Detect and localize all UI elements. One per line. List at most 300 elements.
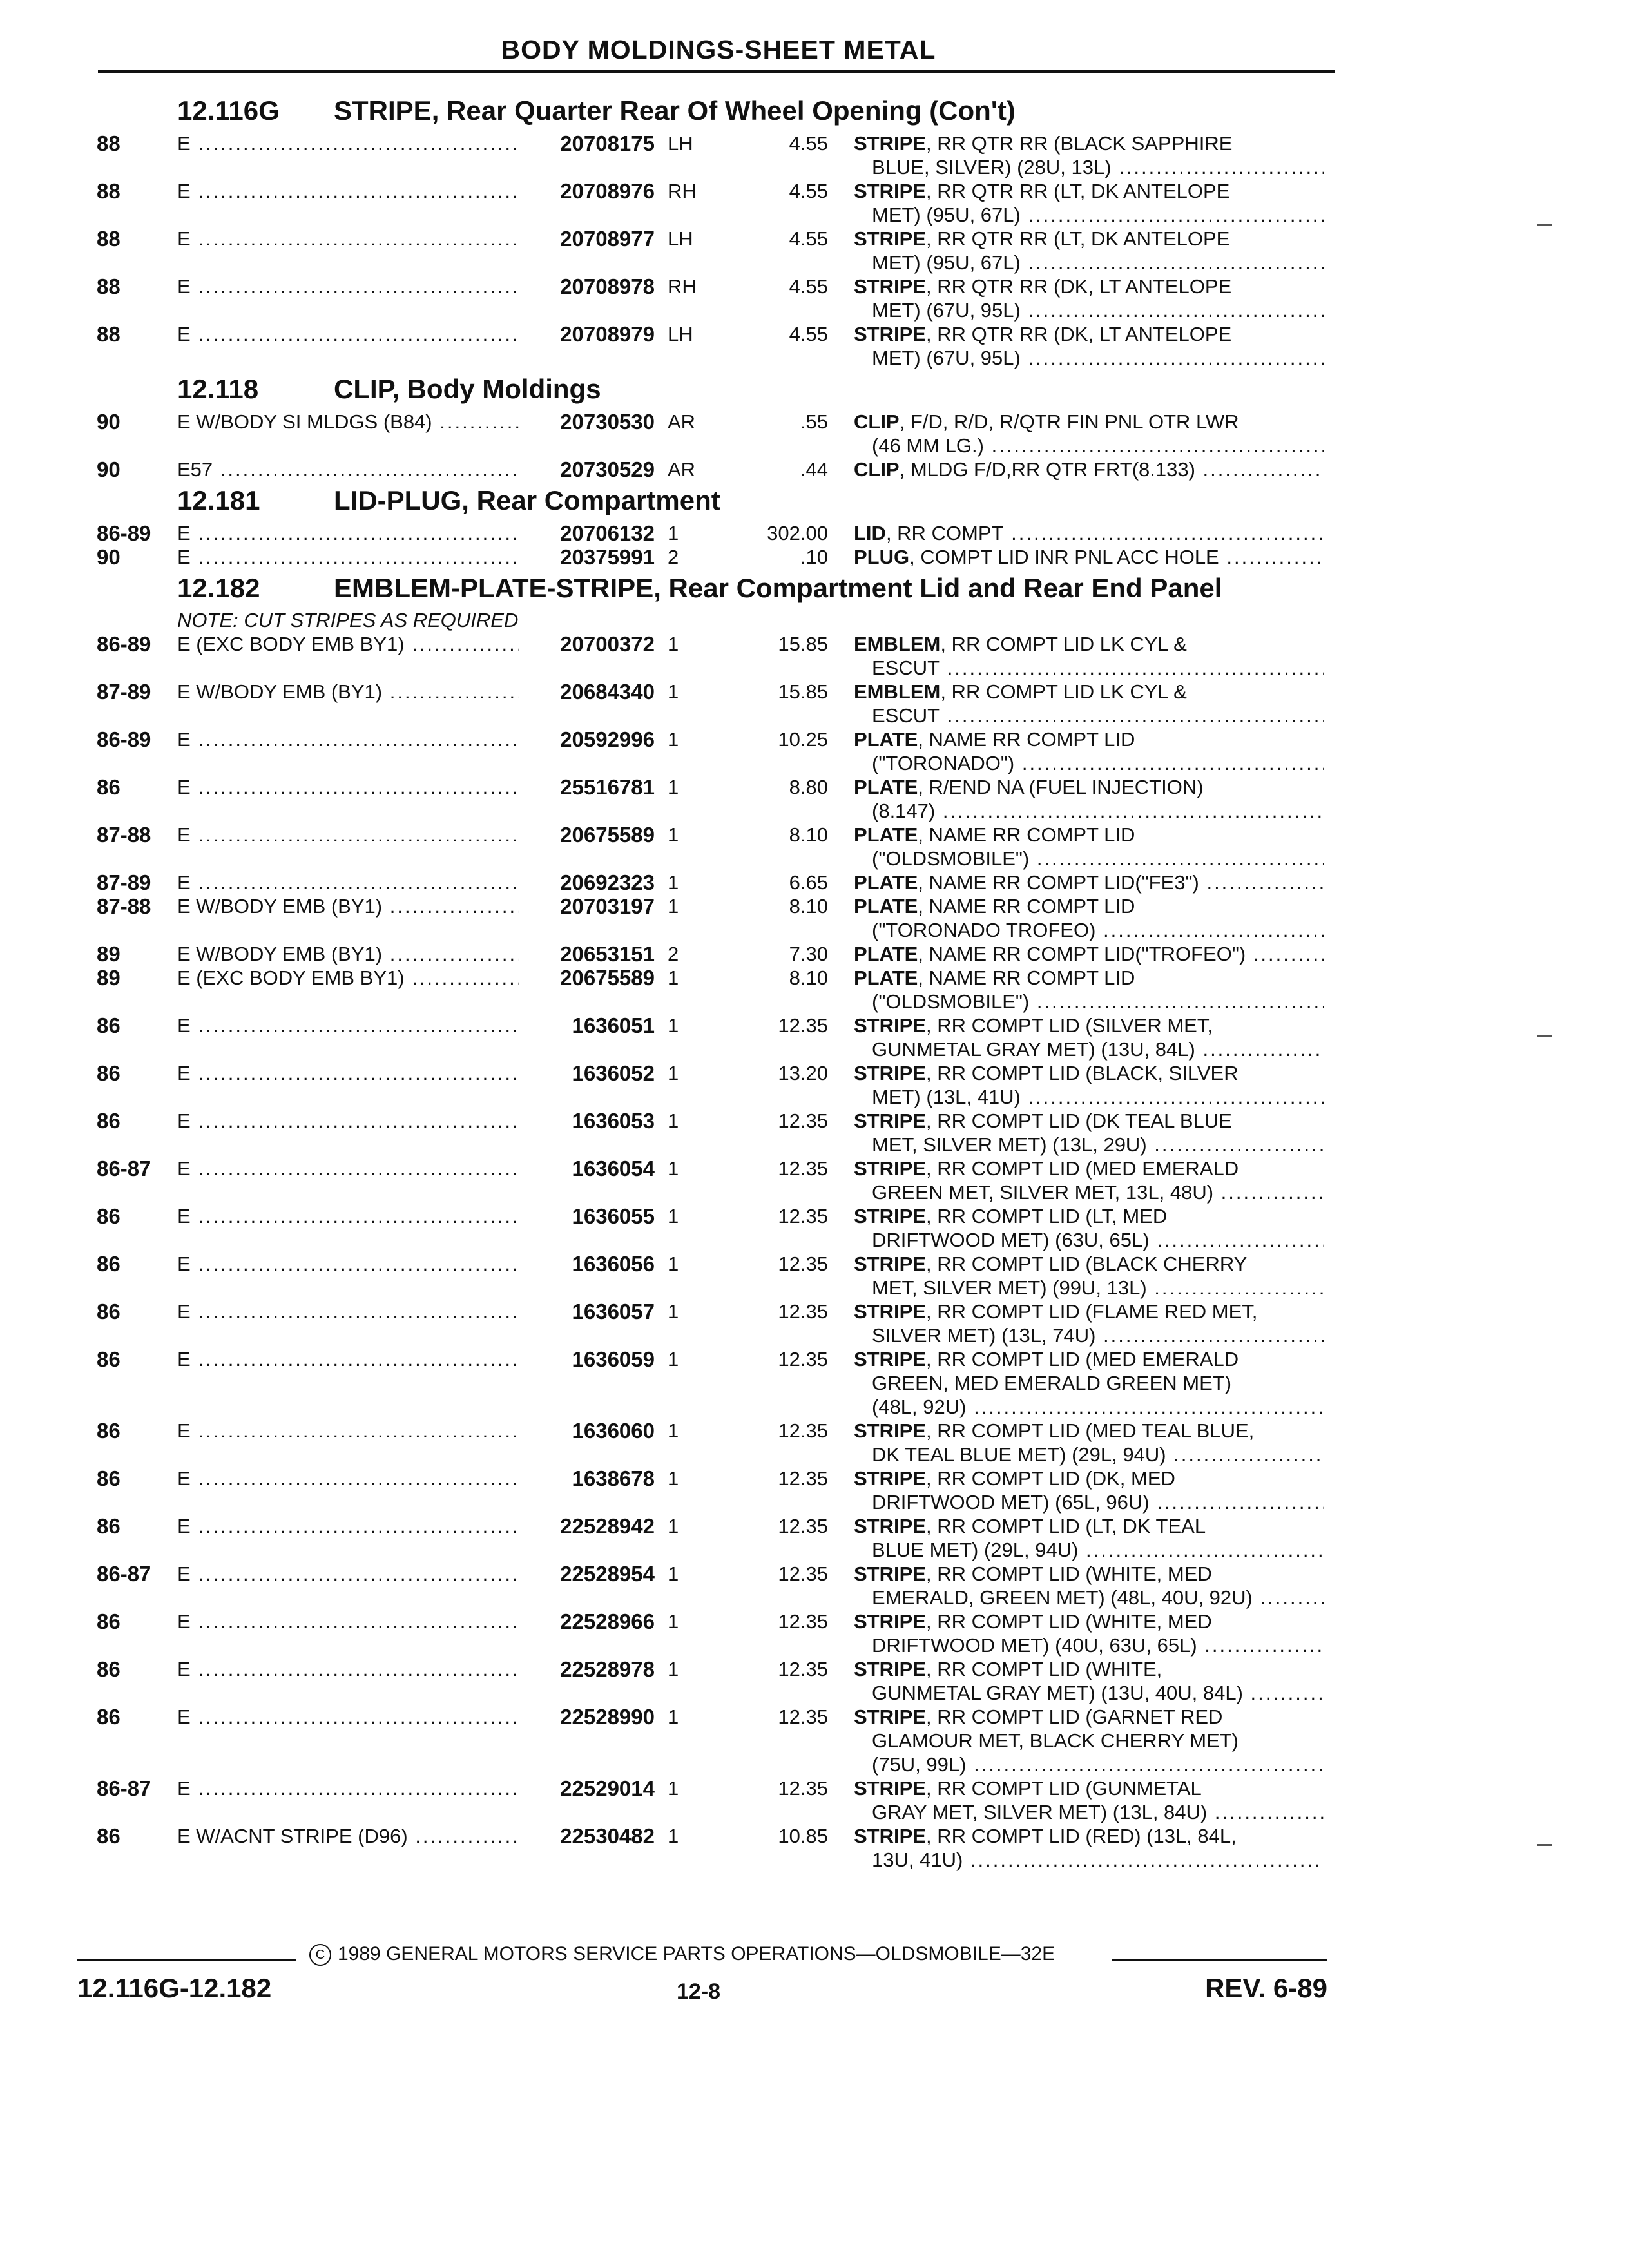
quantity: 1 (668, 1706, 679, 1728)
description (854, 1562, 1324, 1610)
model-year: 86 (97, 1419, 120, 1443)
table-row (0, 457, 1629, 481)
description-line: MET) (13L, 41U) ..... (854, 1085, 1324, 1109)
description-line: ESCUT ..... (854, 656, 1324, 680)
table-row (0, 1014, 1629, 1061)
price: 12.35 (778, 1467, 828, 1490)
part-number: 20375991 (522, 545, 655, 569)
usage-text: E (177, 1777, 191, 1800)
usage-text: E (177, 180, 191, 202)
model-year: 86-89 (97, 727, 151, 751)
usage-code (177, 1061, 519, 1085)
price: 12.35 (778, 1562, 828, 1585)
table-row (0, 966, 1629, 1014)
part-name: LID (854, 522, 886, 544)
model-year: 86-87 (97, 1776, 151, 1800)
usage-code (177, 1657, 519, 1681)
section-title: CLIP, Body Moldings (334, 374, 601, 404)
section-title: STRIPE, Rear Quarter Rear Of Wheel Opening (Con't) (334, 95, 1016, 126)
description-line: STRIPE, RR QTR RR (DK, LT ANTELOPE (854, 275, 1232, 298)
description-line: DRIFTWOOD MET) (63U, 65L) ..... (854, 1228, 1324, 1252)
price: 8.10 (789, 823, 828, 846)
parts-list (0, 91, 1629, 1872)
usage-text: E (177, 1062, 191, 1084)
part-number: 20675589 (522, 823, 655, 847)
part-name: STRIPE (854, 1205, 926, 1227)
description (854, 823, 1324, 870)
usage-code (177, 1014, 519, 1037)
part-name: PLATE (854, 728, 918, 751)
description-line: EMBLEM, RR COMPT LID LK CYL & (854, 633, 1187, 655)
part-number: 20653151 (522, 942, 655, 966)
description-line: 13U, 41U) ..... (854, 1848, 1324, 1872)
usage-text: E W/ACNT STRIPE (D96) (177, 1825, 408, 1847)
table-row (0, 1466, 1629, 1514)
table-row (0, 1157, 1629, 1204)
model-year: 86-89 (97, 521, 151, 545)
description (854, 1705, 1324, 1776)
part-name: STRIPE (854, 1777, 926, 1800)
part-number: 1636053 (522, 1109, 655, 1133)
price: .44 (800, 458, 828, 481)
section-heading (0, 481, 1629, 521)
usage-code (177, 870, 519, 894)
table-row (0, 410, 1629, 457)
quantity: 1 (668, 1157, 679, 1180)
part-number: 22528978 (522, 1657, 655, 1681)
part-name: STRIPE (854, 1515, 926, 1537)
part-number: 1638678 (522, 1466, 655, 1490)
model-year: 87-88 (97, 894, 151, 918)
description-line: STRIPE, RR COMPT LID (MED EMERALD (854, 1348, 1239, 1370)
part-number: 20708979 (522, 322, 655, 346)
quantity: 1 (668, 1610, 679, 1633)
model-year: 87-88 (97, 823, 151, 847)
part-name: CLIP (854, 458, 900, 481)
description-line: (75U, 99L) ..... (854, 1753, 1324, 1776)
description-line: STRIPE, RR COMPT LID (BLACK CHERRY (854, 1253, 1248, 1275)
model-year: 86 (97, 1514, 120, 1538)
price: .10 (800, 546, 828, 568)
description-line: STRIPE, RR COMPT LID (SILVER MET, (854, 1014, 1213, 1037)
description-line: STRIPE, RR COMPT LID (RED) (13L, 84L, (854, 1825, 1237, 1847)
price: 13.20 (778, 1062, 828, 1084)
usage-code (177, 894, 519, 918)
quantity: 1 (668, 1014, 679, 1037)
part-name: STRIPE (854, 1658, 926, 1680)
usage-code (177, 1347, 519, 1371)
table-row (0, 823, 1629, 870)
price: 12.35 (778, 1300, 828, 1323)
description-line: GUNMETAL GRAY MET) (13U, 40U, 84L) ..... (854, 1681, 1324, 1705)
description (854, 894, 1324, 942)
description-line: PLATE, NAME RR COMPT LID (854, 895, 1135, 918)
description-line: STRIPE, RR COMPT LID (MED EMERALD (854, 1157, 1239, 1180)
quantity: 1 (668, 895, 679, 918)
quantity: 1 (668, 1348, 679, 1370)
description (854, 1419, 1324, 1466)
price: 8.10 (789, 895, 828, 918)
usage-code (177, 274, 519, 298)
usage-text: E (EXC BODY EMB BY1) (177, 966, 405, 989)
description-line: MET) (95U, 67L) ..... (854, 251, 1324, 274)
table-row (0, 1109, 1629, 1157)
description (854, 1300, 1324, 1347)
part-number: 20700372 (522, 632, 655, 656)
section-number: 12.181 (177, 485, 260, 515)
price: 302.00 (767, 522, 828, 544)
price: 12.35 (778, 1205, 828, 1227)
table-row (0, 1252, 1629, 1300)
description (854, 1514, 1324, 1562)
usage-text: E (177, 1157, 191, 1180)
model-year: 88 (97, 227, 120, 251)
description-line: (46 MM LG.) ..... (854, 434, 1324, 457)
part-name: EMBLEM (854, 680, 941, 703)
model-year: 88 (97, 179, 120, 203)
usage-code (177, 1300, 519, 1323)
table-row (0, 727, 1629, 775)
description (854, 1204, 1324, 1252)
part-name: STRIPE (854, 1419, 926, 1442)
quantity: 1 (668, 1515, 679, 1537)
usage-text: E W/BODY EMB (BY1) (177, 895, 383, 918)
footer-revision: REV. 6-89 (1205, 1973, 1327, 2003)
part-name: PLATE (854, 966, 918, 989)
table-row (0, 1419, 1629, 1466)
price: 8.80 (789, 776, 828, 798)
table-row (0, 1514, 1629, 1562)
quantity: 2 (668, 943, 679, 965)
part-number: 20675589 (522, 966, 655, 990)
description-line: PLATE, NAME RR COMPT LID (854, 966, 1135, 989)
price: 12.35 (778, 1348, 828, 1370)
model-year: 86 (97, 1610, 120, 1633)
quantity: 1 (668, 1825, 679, 1847)
table-row (0, 1776, 1629, 1824)
description (854, 942, 1324, 966)
usage-text: E57 (177, 458, 213, 481)
description (854, 966, 1324, 1014)
usage-code (177, 1204, 519, 1228)
description-line: EMERALD, GREEN MET) (48L, 40U, 92U) ..... (854, 1586, 1324, 1610)
usage-code (177, 545, 519, 569)
part-name: PLUG (854, 546, 910, 568)
price: 10.25 (778, 728, 828, 751)
description (854, 1466, 1324, 1514)
description (854, 410, 1324, 457)
usage-text: E (EXC BODY EMB BY1) (177, 633, 405, 655)
section-number: 12.116G (177, 95, 280, 126)
usage-text: E (177, 1706, 191, 1728)
usage-text: E W/BODY SI MLDGS (B84) (177, 410, 432, 433)
description (854, 545, 1324, 569)
section-heading (0, 569, 1629, 609)
description-line: DK TEAL BLUE MET) (29L, 94U) ..... (854, 1443, 1324, 1466)
description-line: STRIPE, RR COMPT LID (LT, DK TEAL (854, 1515, 1206, 1537)
quantity: 1 (668, 871, 679, 894)
usage-text: E (177, 275, 191, 298)
usage-code (177, 775, 519, 799)
part-number: 22530482 (522, 1824, 655, 1848)
description-line: STRIPE, RR COMPT LID (LT, MED (854, 1205, 1168, 1227)
description-line: GUNMETAL GRAY MET) (13U, 84L) ..... (854, 1037, 1324, 1061)
model-year: 89 (97, 942, 120, 966)
description-line: STRIPE, RR COMPT LID (BLACK, SILVER (854, 1062, 1239, 1084)
usage-code (177, 227, 519, 251)
model-year: 90 (97, 545, 120, 569)
usage-text: E (177, 1014, 191, 1037)
usage-code (177, 1419, 519, 1443)
table-row (0, 131, 1629, 179)
part-number: 20708976 (522, 179, 655, 203)
section-title: EMBLEM-PLATE-STRIPE, Rear Compartment Lid and Rear End Panel (334, 573, 1222, 603)
quantity: 1 (668, 1562, 679, 1585)
usage-code (177, 727, 519, 751)
description (854, 1014, 1324, 1061)
price: 4.55 (789, 275, 828, 298)
note-text: NOTE: CUT STRIPES AS REQUIRED (177, 609, 519, 631)
description (854, 1061, 1324, 1109)
description-line: SILVER MET) (13L, 74U) ..... (854, 1323, 1324, 1347)
usage-code (177, 823, 519, 847)
description-line: PLATE, R/END NA (FUEL INJECTION) (854, 776, 1204, 798)
part-number: 22528954 (522, 1562, 655, 1586)
description (854, 1776, 1324, 1824)
quantity: 1 (668, 776, 679, 798)
quantity: 1 (668, 1110, 679, 1132)
description (854, 680, 1324, 727)
price: 15.85 (778, 680, 828, 703)
usage-code (177, 179, 519, 203)
price: 4.55 (789, 132, 828, 155)
usage-text: E W/BODY EMB (BY1) (177, 943, 383, 965)
usage-text: E (177, 1515, 191, 1537)
table-row (0, 1347, 1629, 1419)
part-number: 20708977 (522, 227, 655, 251)
description-line: STRIPE, RR COMPT LID (DK TEAL BLUE (854, 1110, 1232, 1132)
model-year: 86 (97, 1014, 120, 1037)
header-rule (98, 70, 1335, 73)
usage-text: E (177, 1562, 191, 1585)
usage-code (177, 131, 519, 155)
quantity: 1 (668, 1300, 679, 1323)
description (854, 457, 1324, 481)
table-row (0, 1300, 1629, 1347)
model-year: 86 (97, 1657, 120, 1681)
price: 4.55 (789, 227, 828, 250)
usage-text: E (177, 1419, 191, 1442)
price: 4.55 (789, 323, 828, 345)
model-year: 86-89 (97, 632, 151, 656)
part-number: 20730530 (522, 410, 655, 434)
model-year: 87-89 (97, 680, 151, 704)
description-line: PLATE, NAME RR COMPT LID("TROFEO") ..... (854, 942, 1324, 966)
section-heading (0, 91, 1629, 131)
quantity: 1 (668, 522, 679, 544)
description-line: BLUE MET) (29L, 94U) ..... (854, 1538, 1324, 1562)
usage-text: E (177, 1205, 191, 1227)
part-name: STRIPE (854, 227, 926, 250)
description-line: ("TORONADO") ..... (854, 751, 1324, 775)
description (854, 131, 1324, 179)
description (854, 227, 1324, 274)
model-year: 86 (97, 1252, 120, 1276)
description (854, 727, 1324, 775)
quantity: LH (668, 227, 693, 250)
usage-code (177, 1109, 519, 1133)
usage-code (177, 942, 519, 966)
model-year: 89 (97, 966, 120, 990)
price: 15.85 (778, 633, 828, 655)
description-line: CLIP, MLDG F/D,RR QTR FRT(8.133) ..... (854, 457, 1324, 481)
model-year: 88 (97, 131, 120, 155)
description (854, 1252, 1324, 1300)
part-number: 22528942 (522, 1514, 655, 1538)
quantity: AR (668, 410, 696, 433)
description (854, 1347, 1324, 1419)
description (854, 322, 1324, 370)
description (854, 1824, 1324, 1872)
description-line: STRIPE, RR COMPT LID (DK, MED (854, 1467, 1175, 1490)
model-year: 86 (97, 1705, 120, 1729)
usage-code (177, 457, 519, 481)
part-number: 20730529 (522, 457, 655, 481)
part-name: STRIPE (854, 1706, 926, 1728)
table-row (0, 870, 1629, 894)
table-row (0, 1610, 1629, 1657)
table-row (0, 227, 1629, 274)
description-line: STRIPE, RR COMPT LID (MED TEAL BLUE, (854, 1419, 1255, 1442)
part-name: STRIPE (854, 180, 926, 202)
usage-text: E (177, 1610, 191, 1633)
footer-rule-right (1112, 1959, 1327, 1961)
part-name: STRIPE (854, 1562, 926, 1585)
part-number: 20692323 (522, 870, 655, 894)
part-number: 22528966 (522, 1610, 655, 1633)
margin-mark (1537, 224, 1552, 226)
description-line: EMBLEM, RR COMPT LID LK CYL & (854, 680, 1187, 703)
part-name: PLATE (854, 776, 918, 798)
quantity: AR (668, 458, 696, 481)
model-year: 86 (97, 1347, 120, 1371)
quantity: 1 (668, 1253, 679, 1275)
price: 12.35 (778, 1157, 828, 1180)
price: 12.35 (778, 1658, 828, 1680)
usage-text: E (177, 1253, 191, 1275)
description-line: STRIPE, RR QTR RR (LT, DK ANTELOPE (854, 227, 1230, 250)
part-number: 1636057 (522, 1300, 655, 1323)
usage-code (177, 1562, 519, 1586)
quantity: 1 (668, 966, 679, 989)
model-year: 86 (97, 1109, 120, 1133)
price: 7.30 (789, 943, 828, 965)
table-row (0, 179, 1629, 227)
usage-text: E (177, 776, 191, 798)
quantity: 1 (668, 1467, 679, 1490)
usage-text: E (177, 1110, 191, 1132)
quantity: LH (668, 132, 693, 155)
table-row (0, 521, 1629, 545)
price: 12.35 (778, 1110, 828, 1132)
description-line: DRIFTWOOD MET) (40U, 63U, 65L) ..... (854, 1633, 1324, 1657)
usage-text: E W/BODY EMB (BY1) (177, 680, 383, 703)
part-number: 22528990 (522, 1705, 655, 1729)
quantity: 1 (668, 680, 679, 703)
section-number: 12.118 (177, 374, 259, 404)
part-name: STRIPE (854, 1467, 926, 1490)
description-line: (8.147) ..... (854, 799, 1324, 823)
description-line: STRIPE, RR QTR RR (LT, DK ANTELOPE (854, 180, 1230, 202)
part-name: STRIPE (854, 1062, 926, 1084)
description-line: MET) (67U, 95L) ..... (854, 346, 1324, 370)
description-line: STRIPE, RR COMPT LID (WHITE, (854, 1658, 1162, 1680)
usage-code (177, 322, 519, 346)
footer-section-range: 12.116G-12.182 (77, 1973, 272, 2003)
description-line: ESCUT ..... (854, 704, 1324, 727)
description (854, 632, 1324, 680)
price: 12.35 (778, 1014, 828, 1037)
quantity: 1 (668, 633, 679, 655)
description (854, 179, 1324, 227)
usage-code (177, 410, 519, 434)
usage-text: E (177, 132, 191, 155)
model-year: 90 (97, 410, 120, 434)
table-row (0, 274, 1629, 322)
usage-text: E (177, 728, 191, 751)
description-line: STRIPE, RR COMPT LID (WHITE, MED (854, 1610, 1212, 1633)
description-line: LID, RR COMPT ..... (854, 521, 1324, 545)
part-number: 1636052 (522, 1061, 655, 1085)
part-name: STRIPE (854, 1110, 926, 1132)
usage-text: E (177, 546, 191, 568)
usage-code (177, 966, 519, 990)
description-line: STRIPE, RR COMPT LID (FLAME RED MET, (854, 1300, 1258, 1323)
model-year: 86 (97, 1466, 120, 1490)
table-row (0, 1824, 1629, 1872)
description-line: ("TORONADO TROFEO) ..... (854, 918, 1324, 942)
page-title: BODY MOLDINGS-SHEET METAL (501, 35, 936, 64)
usage-code (177, 1776, 519, 1800)
usage-code (177, 1514, 519, 1538)
margin-mark (1537, 1035, 1552, 1037)
section-title: LID-PLUG, Rear Compartment (334, 485, 720, 515)
table-row (0, 545, 1629, 569)
part-name: STRIPE (854, 1300, 926, 1323)
usage-text: E (177, 1348, 191, 1370)
price: 12.35 (778, 1419, 828, 1442)
usage-code (177, 1824, 519, 1848)
description-line: DRIFTWOOD MET) (65L, 96U) ..... (854, 1490, 1324, 1514)
part-name: STRIPE (854, 1253, 926, 1275)
usage-code (177, 521, 519, 545)
description (854, 1657, 1324, 1705)
part-name: STRIPE (854, 323, 926, 345)
description-line: PLATE, NAME RR COMPT LID (854, 823, 1135, 846)
description-line: ("OLDSMOBILE") ..... (854, 990, 1324, 1014)
model-year: 88 (97, 274, 120, 298)
quantity: RH (668, 275, 697, 298)
table-row (0, 680, 1629, 727)
price: .55 (800, 410, 828, 433)
description (854, 775, 1324, 823)
part-number: 1636060 (522, 1419, 655, 1443)
description-line: GLAMOUR MET, BLACK CHERRY MET) (872, 1729, 1239, 1752)
copyright-text: 1989 GENERAL MOTORS SERVICE PARTS OPERATIONS—OLDSMOBILE—32E (338, 1943, 1055, 1965)
part-name: PLATE (854, 943, 918, 965)
description-line: STRIPE, RR COMPT LID (WHITE, MED (854, 1562, 1212, 1585)
table-row (0, 775, 1629, 823)
